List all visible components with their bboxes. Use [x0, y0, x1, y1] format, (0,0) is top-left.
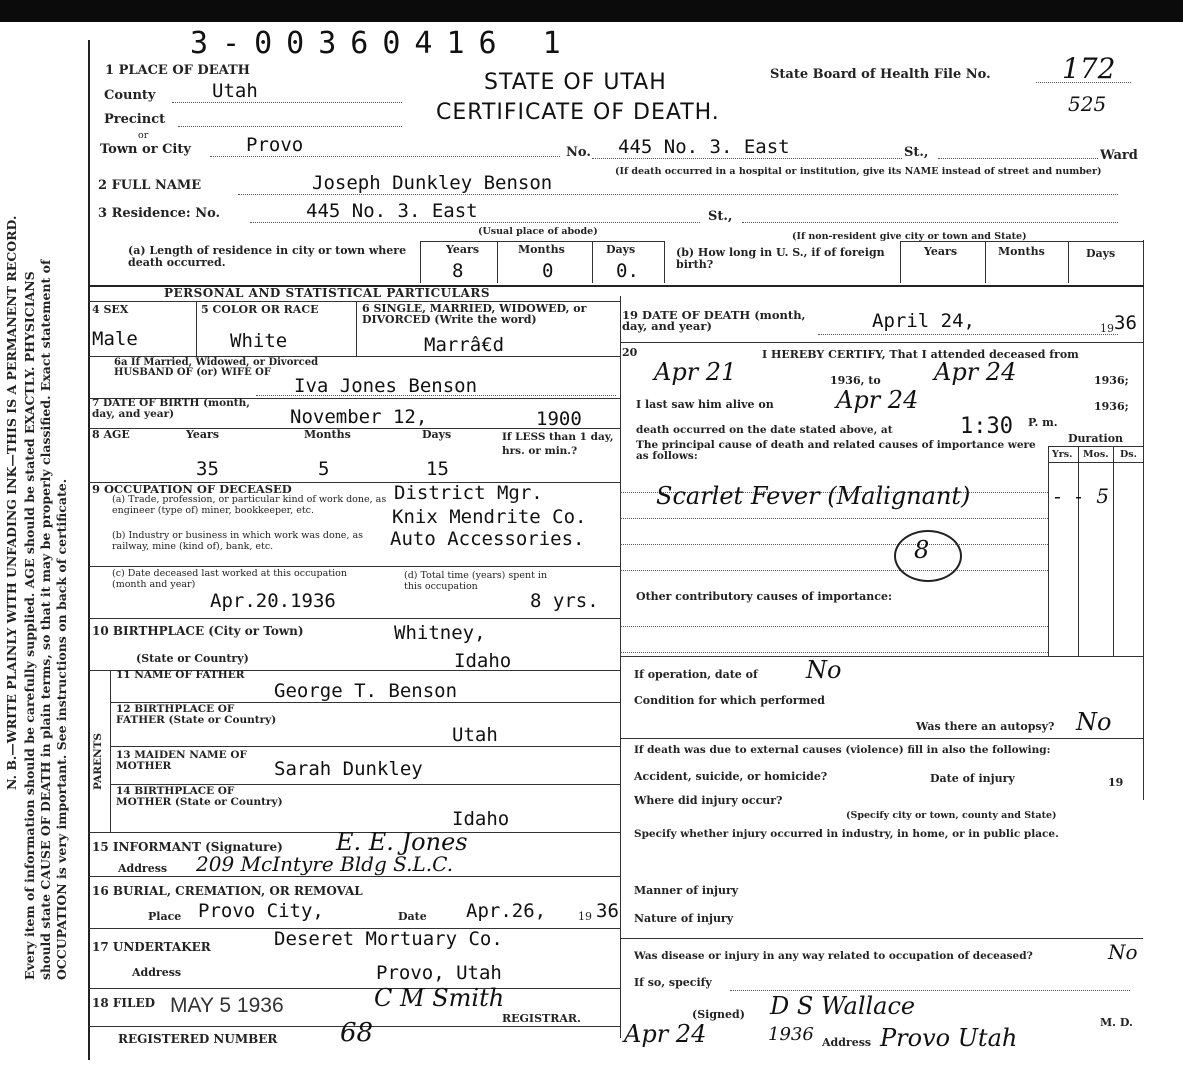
- state-title: STATE OF UTAH: [484, 70, 667, 95]
- color-value: White: [230, 330, 288, 352]
- duration-yrs-header: Yrs.: [1052, 449, 1073, 460]
- foreign-birth-label: (b) How long in U. S., if of foreign birth?: [676, 246, 885, 271]
- dob-label: 7 DATE OF BIRTH (month, day, and year): [92, 397, 250, 420]
- street-label: St.,: [904, 145, 929, 160]
- occupation-a-value: District Mgr.: [394, 482, 543, 504]
- county-label: County: [104, 88, 156, 103]
- attended-to: Apr 24: [934, 358, 1017, 386]
- less-than-label: If LESS than 1 day, hrs. or min.?: [502, 431, 614, 457]
- color-label: 5 COLOR OR RACE: [201, 303, 319, 316]
- precinct-label: Precinct: [104, 112, 166, 127]
- nonresident-note: (If non-resident give city or town and State): [792, 231, 1027, 242]
- days-header: Days: [606, 243, 636, 256]
- condition-label: Condition for which performed: [634, 694, 825, 707]
- operation-label: If operation, date of: [634, 668, 758, 681]
- occupation-a-label: (a) Trade, profession, or particular kind of work done, as engineer (type of) miner, bookkeeper, etc.: [112, 494, 387, 516]
- occupation-b-value: Auto Accessories.: [390, 528, 585, 550]
- mother-label: 13 MAIDEN NAME OF MOTHER: [116, 749, 247, 772]
- birthplace-label: 10 BIRTHPLACE (City or Town): [92, 624, 304, 638]
- informant-label: 15 INFORMANT (Signature): [92, 840, 283, 854]
- ward-label: Ward: [1100, 148, 1138, 163]
- md-label: M. D.: [1100, 1016, 1133, 1029]
- residence-value: 445 No. 3. East: [306, 200, 478, 222]
- duration-ds-header: Ds.: [1120, 449, 1137, 460]
- place-of-death-label: 1 PLACE OF DEATH: [105, 63, 250, 78]
- town-value: Provo: [246, 134, 304, 156]
- center-divider: [620, 296, 621, 1038]
- father-birthplace: Utah: [452, 724, 498, 746]
- other-causes-label: Other contributory causes of importance:: [636, 590, 893, 603]
- sidebar-line-2: Every item of information should be carefully supplied. AGE should be stated EXACTLY. PHYSICIANS: [22, 271, 37, 980]
- full-name-value: Joseph Dunkley Benson: [312, 172, 553, 194]
- right-border: [1143, 240, 1144, 800]
- mother-birthplace: Idaho: [452, 808, 510, 830]
- certify-number: 20: [622, 346, 638, 359]
- burial-place-label: Place: [148, 910, 182, 923]
- personal-header: PERSONAL AND STATISTICAL PARTICULARS: [164, 286, 491, 300]
- marital-value: Marrâ€d: [424, 334, 505, 356]
- mother-birthplace-label: 14 BIRTHPLACE OF MOTHER (State or Country): [116, 785, 283, 808]
- age-days-header: Days: [422, 428, 452, 441]
- cause-duration: - - 5: [1054, 484, 1113, 508]
- spouse-label: 6a If Married, Widowed, or Divorced HUSBAND OF (or) WIFE OF: [114, 357, 319, 378]
- cause-code: 8: [914, 536, 930, 564]
- occupation-c-label: (c) Date deceased last worked at this occupation (month and year): [112, 568, 347, 590]
- mother-value: Sarah Dunkley: [274, 758, 423, 780]
- age-months: 5: [318, 458, 330, 480]
- parents-side-label: PARENTS: [92, 732, 104, 790]
- external-causes-label: If death was due to external causes (violence) fill in also the following:: [634, 744, 1051, 756]
- marital-label: 6 SINGLE, MARRIED, WIDOWED, or DIVORCED (Write the word): [362, 302, 587, 326]
- residence-days: 0.: [616, 260, 639, 282]
- reg-number-label: REGISTERED NUMBER: [118, 1032, 278, 1046]
- foreign-years-header: Years: [924, 245, 958, 258]
- attended-from: Apr 21: [654, 358, 737, 386]
- injury-year-prefix: 19: [1108, 776, 1124, 789]
- date-of-death-label: 19 DATE OF DEATH (month, day, and year): [622, 308, 806, 333]
- county-value: Utah: [212, 80, 258, 102]
- reg-number: 68: [340, 1018, 374, 1048]
- age-days: 15: [426, 458, 449, 480]
- burial-label: 16 BURIAL, CREMATION, OR REMOVAL: [92, 884, 363, 898]
- cause-text: The principal cause of death and related causes of importance were as follows:: [636, 439, 1036, 462]
- sex-label: 4 SEX: [92, 303, 129, 316]
- physician-address-label: Address: [822, 1036, 872, 1049]
- filed-label: 18 FILED: [92, 996, 155, 1010]
- file-no: 172: [1062, 52, 1116, 85]
- residence-label: 3 Residence: No.: [98, 206, 221, 221]
- sidebar-line-3: should state CAUSE OF DEATH in plain terms, so that it may be properly classified. Exact statement of: [38, 259, 53, 980]
- undertaker-label: 17 UNDERTAKER: [92, 940, 211, 954]
- street-no-label: No.: [566, 145, 591, 160]
- informant-signature: E. E. Jones: [336, 828, 468, 856]
- autopsy-value: No: [1076, 708, 1112, 736]
- undertaker-value: Deseret Mortuary Co.: [274, 928, 503, 950]
- where-injury-label: Where did injury occur?: [634, 794, 783, 807]
- age-months-header: Months: [304, 428, 351, 441]
- duration-mos-header: Mos.: [1083, 449, 1109, 460]
- informant-address: 209 McIntyre Bldg S.L.C.: [196, 852, 454, 876]
- manner-label: Manner of injury: [634, 884, 739, 897]
- occupation-c-value: Apr.20.1936: [210, 590, 336, 612]
- signed-date: Apr 24: [624, 1020, 707, 1048]
- informant-address-label: Address: [118, 862, 168, 875]
- death-time-pm: P. m.: [1028, 416, 1058, 429]
- attended-from-year: 1936, to: [830, 374, 881, 387]
- burial-date: Apr.26,: [466, 900, 547, 922]
- scan-top-edge: [0, 0, 1183, 22]
- foreign-days-header: Days: [1086, 247, 1116, 260]
- burial-year: 36: [596, 900, 619, 922]
- birthplace-state-label: (State or Country): [136, 652, 249, 665]
- occupation-label: 9 OCCUPATION OF DECEASED: [92, 482, 292, 496]
- occupation-d-value: 8 yrs.: [530, 590, 599, 612]
- certificate-title: CERTIFICATE OF DEATH.: [436, 100, 720, 125]
- age-years: 35: [196, 458, 219, 480]
- burial-year-prefix: 19: [578, 910, 592, 923]
- duration-header: Duration: [1068, 432, 1124, 445]
- occupation-related-value: No: [1108, 940, 1138, 964]
- occupation-b-label: (b) Industry or business in which work was done, as railway, mine (kind of), bank, etc.: [112, 530, 364, 552]
- burial-place: Provo City,: [198, 900, 324, 922]
- or-label: or: [138, 130, 149, 141]
- signed-label: (Signed): [692, 1008, 745, 1021]
- left-border: [88, 40, 90, 1060]
- nature-label: Nature of injury: [634, 912, 734, 925]
- physician-address: Provo Utah: [880, 1024, 1018, 1052]
- where-note: (Specify city or town, county and State): [846, 810, 1057, 821]
- birthplace-state: Idaho: [454, 650, 512, 672]
- sidebar-line-1: N. B.—WRITE PLAINLY WITH UNFADING INK—THIS IS A PERMANENT RECORD.: [4, 215, 19, 790]
- undertaker-address-label: Address: [132, 966, 182, 979]
- accident-label: Accident, suicide, or homicide?: [634, 770, 828, 783]
- months-header: Months: [518, 243, 565, 256]
- age-label: 8 AGE: [92, 428, 130, 441]
- father-birthplace-label: 12 BIRTHPLACE OF FATHER (State or Country): [116, 703, 277, 726]
- occupation-d-label: (d) Total time (years) spent in this occupation: [404, 570, 548, 592]
- death-year-prefix: 19: [1100, 322, 1114, 335]
- residence-months: 0: [542, 260, 554, 282]
- full-name-label: 2 FULL NAME: [98, 178, 202, 193]
- cause-of-death: Scarlet Fever (Malignant): [656, 482, 971, 510]
- sex-value: Male: [92, 328, 138, 350]
- last-saw-label: I last saw him alive on: [636, 398, 774, 411]
- dob-year: 1900: [536, 408, 582, 430]
- operation-value: No: [806, 656, 842, 684]
- certify-text: I HEREBY CERTIFY, That I attended deceased from: [762, 348, 1079, 361]
- father-label: 11 NAME OF FATHER: [116, 669, 245, 681]
- specify-injury-label: Specify whether injury occurred in industry, in home, or in public place.: [634, 828, 1059, 840]
- town-label: Town or City: [100, 142, 191, 157]
- last-saw-year: 1936;: [1094, 400, 1129, 413]
- spouse-value: Iva Jones Benson: [294, 375, 478, 397]
- death-occurred-label: death occurred on the date stated above, at: [636, 424, 893, 436]
- death-year: 36: [1114, 312, 1137, 334]
- file-no-label: State Board of Health File No.: [770, 67, 991, 82]
- attended-to-year: 1936;: [1094, 374, 1129, 387]
- residence-years: 8: [452, 260, 464, 282]
- if-so-label: If so, specify: [634, 976, 712, 989]
- certificate-number: 3-00360416 1: [190, 26, 575, 61]
- burial-date-label: Date: [398, 910, 427, 923]
- file-no-extra: 525: [1068, 92, 1107, 116]
- filed-stamp: MAY 5 1936: [170, 994, 284, 1017]
- father-value: George T. Benson: [274, 680, 458, 702]
- physician-signature: D S Wallace: [770, 992, 916, 1020]
- foreign-months-header: Months: [998, 245, 1045, 258]
- length-residence-label: (a) Length of residence in city or town where death occurred.: [128, 244, 407, 269]
- sidebar-line-4: OCCUPATION is very important. See instructions on back of certificate.: [54, 478, 69, 980]
- age-years-header: Years: [186, 428, 220, 441]
- date-of-death: April 24,: [872, 310, 975, 332]
- registrar-label: REGISTRAR.: [502, 1012, 581, 1025]
- hospital-note: (If death occurred in a hospital or institution, give its NAME instead of street and number): [615, 166, 1102, 177]
- registrar-signature: C M Smith: [374, 984, 505, 1012]
- signed-year: 1936: [768, 1024, 814, 1045]
- residence-st-label: St.,: [708, 209, 733, 224]
- birthplace-city: Whitney,: [394, 622, 486, 644]
- death-address: 445 No. 3. East: [618, 136, 790, 158]
- autopsy-label: Was there an autopsy?: [916, 720, 1055, 733]
- undertaker-address: Provo, Utah: [376, 962, 502, 984]
- last-saw-date: Apr 24: [836, 386, 919, 414]
- death-time: 1:30: [960, 414, 1013, 439]
- date-of-injury-label: Date of injury: [930, 772, 1015, 785]
- usual-abode-note: (Usual place of abode): [478, 226, 598, 237]
- dob-value: November 12,: [290, 406, 428, 428]
- years-header: Years: [446, 243, 480, 256]
- occupation-related-label: Was disease or injury in any way related to occupation of deceased?: [634, 950, 1033, 962]
- occupation-employer: Knix Mendrite Co.: [392, 506, 587, 528]
